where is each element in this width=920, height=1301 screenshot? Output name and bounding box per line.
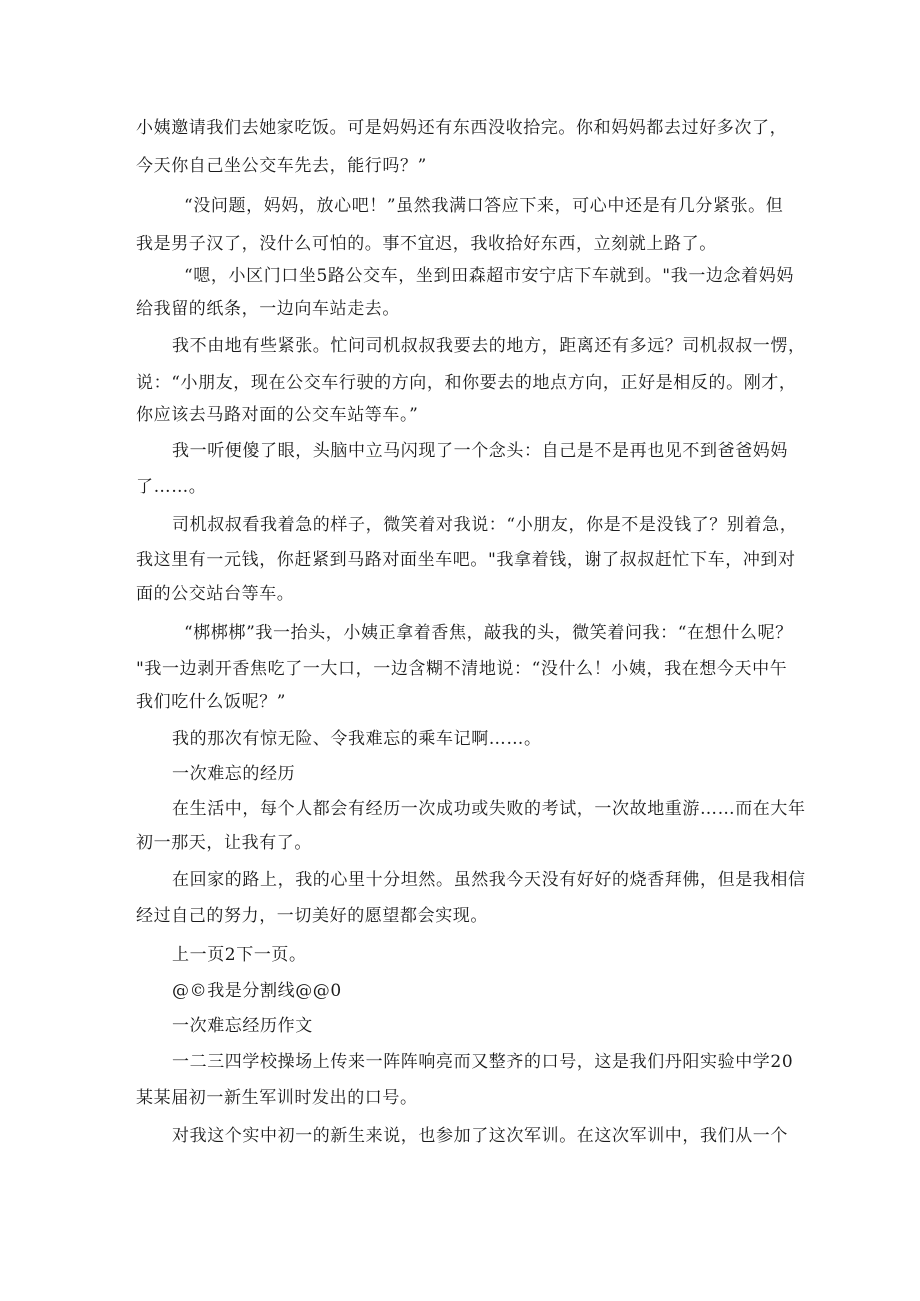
text-line: @©我是分割线@@0 [172, 981, 342, 1001]
text-line: 今天你自己坐公交车先去，能行吗？” [136, 156, 427, 176]
text-line: 在回家的路上，我的心里十分坦然。虽然我今天没有好好的烧香拜佛，但是我相信 [172, 870, 806, 890]
text-line: 我们吃什么饭呢？” [136, 692, 287, 712]
text-line: 我是男子汉了，没什么可怕的。事不宜迟，我收拾好东西，立刻就上路了。 [136, 234, 717, 254]
text-line: 给我留的纸条，一边向车站走去。 [136, 299, 400, 319]
text-line: 我不由地有些紧张。忙问司机叔叔我要去的地方，距离还有多远？司机叔叔一愣， [172, 336, 806, 356]
text-line: 某某届初一新生军训时发出的口号。 [136, 1088, 418, 1108]
text-line: 一二三四学校操场上传来一阵阵响亮而又整齐的口号，这是我们丹阳实验中学20 [172, 1052, 794, 1072]
text-line: 在生活中，每个人都会有经历一次成功或失败的考试，一次故地重游……而在大年 [172, 799, 806, 819]
text-line: “梆梆梆”我一抬头，小姨正拿着香焦，敲我的头，微笑着问我：“在想什么呢？ [184, 623, 793, 643]
text-line: 初一那天，让我有了。 [136, 833, 312, 853]
text-line: 我一听便傻了眼，头脑中立马闪现了一个念头：自己是不是再也见不到爸爸妈妈 [172, 441, 788, 461]
text-line: 了……。 [136, 477, 207, 497]
text-line: 经过自己的努力，一切美好的愿望都会实现。 [136, 906, 488, 926]
text-line: 说：“小朋友，现在公交车行驶的方向，和你要去的地点方向，正好是相反的。刚才， [136, 373, 797, 393]
text-line: 你应该去马路对面的公交车站等车。” [136, 405, 419, 425]
text-line: 我的那次有惊无险、令我难忘的乘车记啊……。 [172, 729, 542, 749]
text-line: "我一边剥开香焦吃了一大口，一边含糊不清地说：“没什么！小姨，我在想今天中午 [136, 659, 788, 679]
text-line: 面的公交站台等车。 [136, 584, 295, 604]
text-line: 对我这个实中初一的新生来说，也参加了这次军训。在这次军训中，我们从一个 [172, 1126, 788, 1146]
text-line: “没问题，妈妈，放心吧！”虽然我满口答应下来，可心中还是有几分紧张。但 [184, 196, 784, 216]
text-line: 一次难忘的经历 [172, 764, 296, 784]
text-line: 司机叔叔看我着急的样子，微笑着对我说：“小朋友，你是不是没钱了？别着急， [172, 515, 798, 535]
text-line: “嗯，小区门口坐5路公交车，坐到田森超市安宁店下车就到。"我一边念着妈妈 [184, 266, 794, 286]
text-line: 上一页2下一页。 [172, 945, 307, 965]
text-line: 一次难忘经历作文 [172, 1016, 313, 1036]
text-line: 我这里有一元钱，你赶紧到马路对面坐车吧。"我拿着钱，谢了叔叔赶忙下车，冲到对 [136, 550, 796, 570]
text-line: 小姨邀请我们去她家吃饭。可是妈妈还有东西没收拾完。你和妈妈都去过好多次了， [136, 118, 788, 138]
